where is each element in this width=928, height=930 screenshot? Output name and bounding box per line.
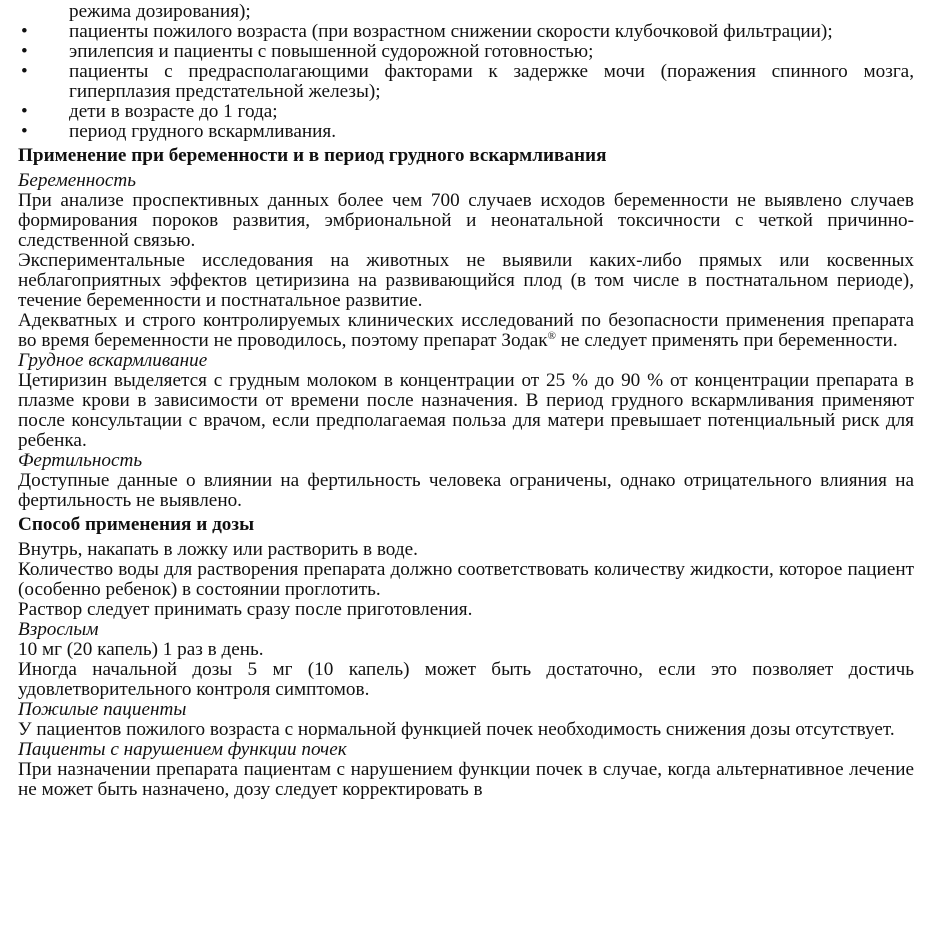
list-item — [18, 62, 914, 102]
pregnancy-subheading: Беременность — [18, 170, 136, 191]
renal-paragraph: При назначении препарата пациентам с нарушением функции почек в случае, когда альтернативное лечение не может быть назначено, дозу следует корректировать в — [18, 759, 914, 800]
renal-subheading: Пациенты с нарушением функции почек — [18, 739, 347, 760]
contraindications-list — [18, 2, 914, 142]
adults-subheading: Взрослым — [18, 619, 99, 640]
pregnancy-section-heading: Применение при беременности и в период грудного вскармливания — [18, 145, 607, 166]
registered-trademark-mark: ® — [547, 330, 556, 342]
fertility-subheading: Фертильность — [18, 450, 143, 471]
bullet-icon: • — [21, 61, 28, 82]
bullet-icon: • — [21, 101, 28, 122]
pregnancy-paragraph-3-text: Адекватных и строго контролируемых клинических исследований по безопасности применения препарата во время беременности не проводилось, поэтому препарат Зодак — [18, 310, 914, 351]
breastfeeding-paragraph: Цетиризин выделяется с грудным молоком в концентрации от 25 % до 90 % от концентрации препарата в плазме крови в зависимости от времени после назначения. В период грудного вскармливания применяют после консультации с врачом, если предполагаемая польза для матери превышает потенциальный риск для ребенка. — [18, 370, 914, 451]
list-item-text: эпилепсия и пациенты с повышенной судорожной готовностью; — [69, 41, 594, 62]
list-item-text: режима дозирования); — [69, 1, 251, 22]
list-item — [18, 42, 914, 62]
list-item — [18, 22, 914, 42]
adults-paragraph-2: Иногда начальной дозы 5 мг (10 капель) может быть достаточно, если это позволяет достичь удовлетворительного контроля симптомов. — [18, 659, 914, 700]
fertility-paragraph: Доступные данные о влиянии на фертильность человека ограничены, однако отрицательного влияния на фертильность не выявлено. — [18, 470, 914, 511]
dosage-section-heading: Способ применения и дозы — [18, 514, 255, 535]
list-item — [18, 122, 914, 142]
elderly-subheading: Пожилые пациенты — [18, 699, 187, 720]
list-item-text: период грудного вскармливания. — [69, 121, 337, 142]
list-item-text: пациенты пожилого возраста (при возрастном снижении скорости клубочковой фильтрации); — [69, 21, 833, 42]
list-item-text: дети в возрасте до 1 года; — [69, 101, 278, 122]
pregnancy-paragraph-1: При анализе проспективных данных более чем 700 случаев исходов беременности не выявлено случаев формирования пороков развития, эмбриональной и неонатальной токсичности с четкой причинно-следственной связью. — [18, 190, 914, 251]
list-item-text: пациенты с предрасполагающими факторами к задержке мочи (поражения спинного мозга, гиперплазия предстательной железы); — [69, 61, 914, 102]
bullet-icon: • — [21, 121, 28, 142]
dosage-paragraph-3: Раствор следует принимать сразу после приготовления. — [18, 599, 473, 620]
list-item — [18, 102, 914, 122]
pregnancy-paragraph-3-end: не следует применять при беременности. — [560, 330, 898, 351]
elderly-paragraph: У пациентов пожилого возраста с нормальной функцией почек необходимость снижения дозы отсутствует. — [18, 719, 895, 740]
pregnancy-paragraph-3 — [18, 311, 914, 351]
list-item — [18, 2, 914, 22]
breastfeeding-subheading: Грудное вскармливание — [18, 350, 208, 371]
dosage-paragraph-1: Внутрь, накапать в ложку или растворить в воде. — [18, 539, 418, 560]
bullet-icon: • — [21, 41, 28, 62]
dosage-paragraph-2: Количество воды для растворения препарата должно соответствовать количеству жидкости, которое пациент (особенно ребенок) в состоянии проглотить. — [18, 559, 914, 600]
document-page — [18, 2, 914, 800]
pregnancy-paragraph-2: Экспериментальные исследования на животных не выявили каких-либо прямых или косвенных неблагоприятных эффектов цетиризина на развивающийся плод (в том числе в постнатальном периоде), течение беременности и постнатальное развитие. — [18, 250, 914, 311]
bullet-icon: • — [21, 21, 28, 42]
adults-paragraph-1: 10 мг (20 капель) 1 раз в день. — [18, 639, 264, 660]
